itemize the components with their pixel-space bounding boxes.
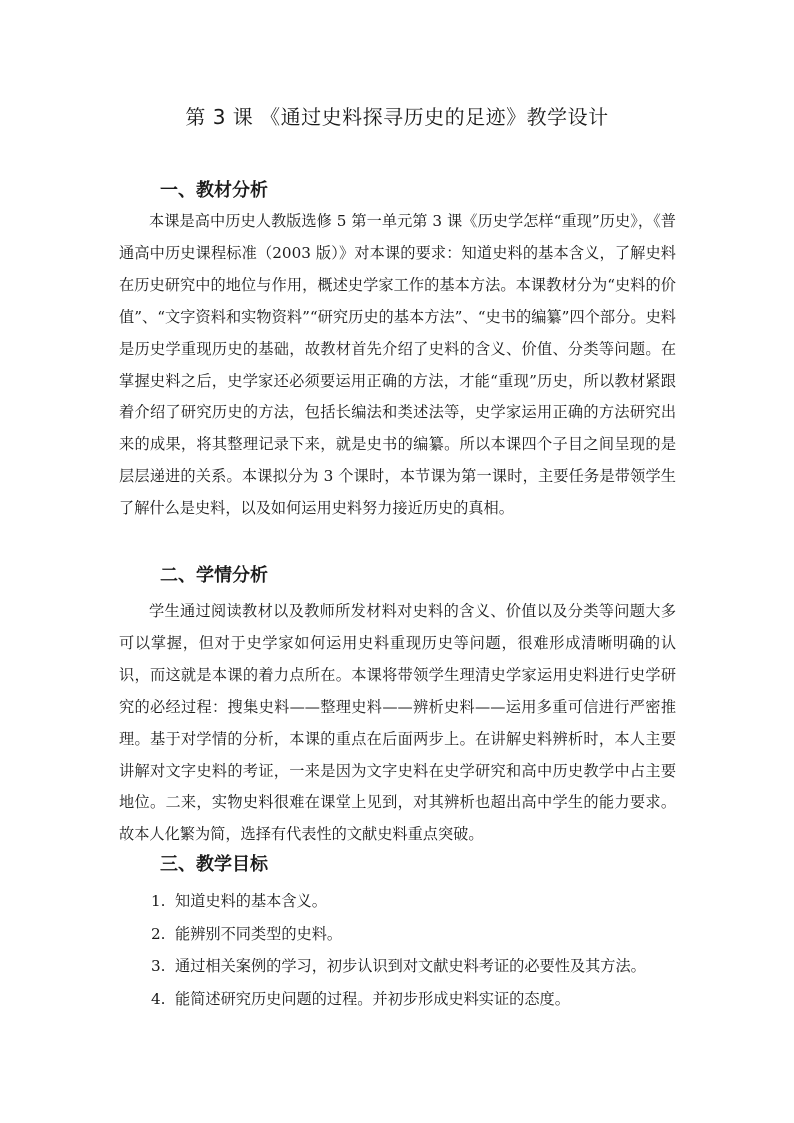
list-item (151, 885, 691, 918)
section-paragraph-student-analysis: 学生通过阅读教材以及教师所发材料对史料的含义、价值以及分类等问题大多可以掌握，但对于史学家如何运用史料重现历史等问题，很难形成清晰明确的认识，而这就是本课的着力点所在。本课将带领学生理清史学家运用史料进行史学研究的必经过程：搜集史料——整理史料——辨析史料——运用多重可信进行严密推理。基于对学情的分析，本课的重点在后面两步上。在讲解史料辨析时，本人主要讲解对文字史料的考证，一来是因为文字史料在史学研究和高中历史教学中占主要地位。二来，实物史料很难在课堂上见到，对其辨析也超出高中学生的能力要求。故本人化繁为简，选择有代表性的文献史料重点突破。 (119, 602, 676, 844)
list-item-number: 4. (151, 989, 166, 1008)
list-item-text: 通过相关案例的学习，初步认识到对文献史料考证的必要性及其方法。 (175, 957, 646, 975)
list-item-number: 2. (151, 924, 166, 943)
document-title: 第 3 课 《通过史料探寻历史的足迹》教学设计 (185, 105, 609, 129)
list-item (151, 918, 691, 951)
list-item-number: 1. (151, 892, 166, 910)
list-item-text: 能辨别不同类型的史料。 (175, 924, 343, 943)
section-heading-teaching-goals: 三、教学目标 (160, 854, 268, 875)
section-heading-student-analysis: 二、学情分析 (160, 565, 268, 586)
section-paragraph-textbook-analysis: 本课是高中历史人教版选修 5 第一单元第 3 课《历史学怎样“重现”历史》，《普通高中历史课程标准（2003 版）》对本课的要求：知道史料的基本含义，了解史料在历史研究中的地位与作用，概述史学家工作的基本方法。本课教材分为“史料的价值”、“文字资料和实物资料”“研究历史的基本方法”、“史书的编纂”四个部分。史料是历史学重现历史的基础，故教材首先介绍了史料的含义、价值、分类等问题。在掌握史料之后，史学家还必须要运用正确的方法，才能“重现”历史，所以教材紧跟着介绍了研究历史的方法，包括长编法和类述法等，史学家运用正确的方法研究出来的成果，将其整理记录下来，就是史书的编纂。所以本课四个子目之间呈现的是层层递进的关系。本课拟分为 3 个课时，本节课为第一课时，主要任务是带领学生了解什么是史料，以及如何运用史料努力接近历史的真相。 (119, 212, 676, 518)
list-item (151, 950, 691, 983)
list-item-text: 知道史料的基本含义。 (175, 892, 327, 910)
list-item (151, 983, 691, 1016)
list-item-text: 能简述研究历史问题的过程。并初步形成史料实证的态度。 (175, 989, 570, 1008)
list-item-number: 3. (151, 957, 166, 975)
section-heading-textbook-analysis: 一、教材分析 (160, 180, 268, 201)
teaching-goals-list (151, 885, 691, 1015)
